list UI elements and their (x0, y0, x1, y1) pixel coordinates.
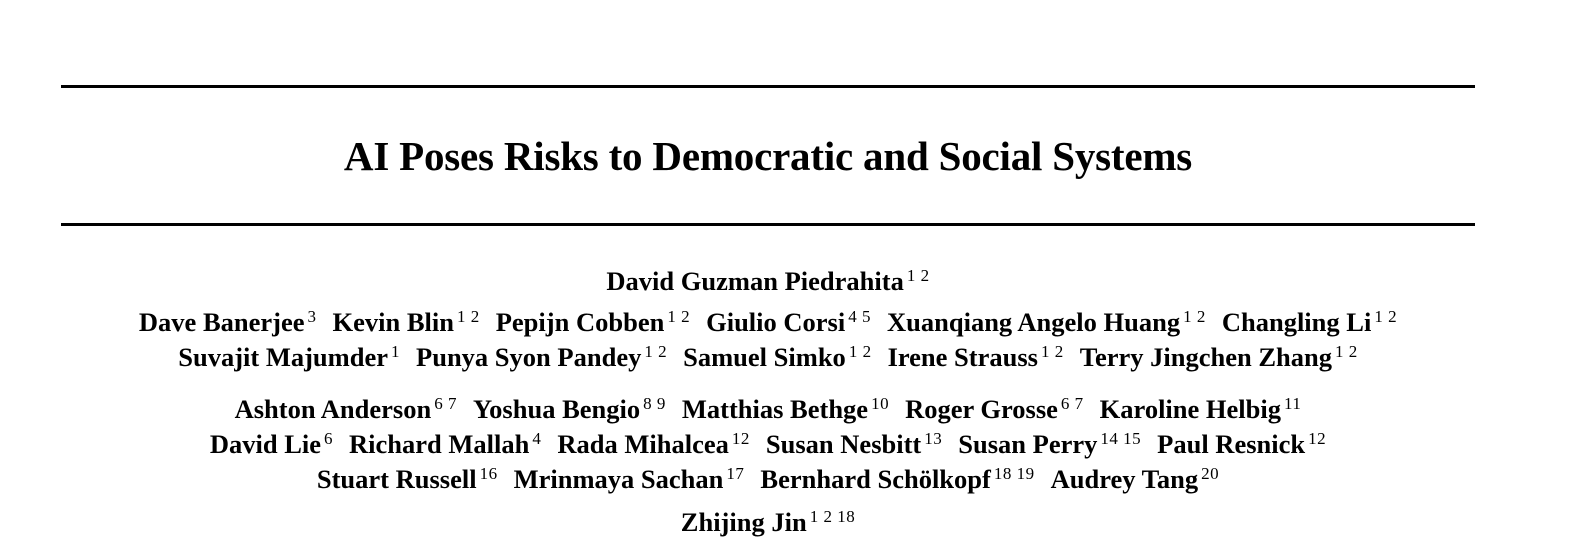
author-affiliation: 1 2 (1040, 342, 1064, 361)
author (332, 300, 479, 339)
author (349, 422, 541, 461)
author-affiliation: 4 (532, 429, 542, 448)
author-affiliation: 6 7 (1060, 394, 1084, 413)
author-name: Samuel Simko (683, 342, 846, 372)
author-name: Richard Mallah (349, 429, 530, 459)
author (1157, 422, 1326, 461)
paper-title: AI Poses Risks to Democratic and Social Systems (343, 133, 1193, 179)
author (1222, 300, 1397, 339)
author (557, 422, 750, 461)
author-name: Ashton Anderson (234, 394, 432, 424)
author-name: Punya Syon Pandey (416, 342, 642, 372)
author-name: Paul Resnick (1157, 429, 1306, 459)
author-name: Dave Banerjee (138, 307, 305, 337)
author-name: Pepijn Cobben (495, 307, 665, 337)
author-affiliation: 14 15 (1100, 429, 1142, 448)
author-name: Giulio Corsi (706, 307, 846, 337)
author (1051, 457, 1220, 496)
author-name: Xuanqiang Angelo Huang (886, 307, 1181, 337)
author (139, 300, 317, 339)
author (210, 422, 333, 461)
author-affiliation: 6 (324, 429, 334, 448)
author-affiliation: 1 2 (848, 342, 872, 361)
author-name: Rada Mihalcea (557, 429, 729, 459)
author-name: David Guzman Piedrahita (606, 266, 904, 296)
author (888, 335, 1064, 374)
author-affiliation: 12 (1308, 429, 1327, 448)
author-line (0, 387, 1536, 426)
author (760, 457, 1034, 496)
author-name: Roger Grosse (905, 394, 1058, 424)
author-affiliation: 13 (924, 429, 943, 448)
author (416, 335, 667, 374)
author-name: Susan Nesbitt (765, 429, 922, 459)
author-name: Changling Li (1221, 307, 1372, 337)
author-affiliation: 1 2 18 (809, 507, 856, 526)
author (1100, 387, 1302, 426)
author-name: Kevin Blin (332, 307, 454, 337)
author-affiliation: 18 19 (993, 464, 1035, 483)
author-affiliation: 8 9 (643, 394, 666, 413)
author-name: Irene Strauss (887, 342, 1038, 372)
author-affiliation: 1 2 (1183, 307, 1206, 326)
author (317, 457, 498, 496)
author-affiliation: 10 (871, 394, 890, 413)
author-line (0, 422, 1536, 461)
author-affiliation: 20 (1201, 464, 1220, 483)
author-line (0, 457, 1536, 496)
author-affiliation: 1 (391, 342, 401, 361)
author-line (0, 259, 1536, 298)
author-name: David Lie (209, 429, 322, 459)
author-name: Stuart Russell (316, 464, 477, 494)
author (606, 259, 929, 298)
author (958, 422, 1141, 461)
author (766, 422, 942, 461)
author-name: Mrinmaya Sachan (513, 464, 724, 494)
author-affiliation: 11 (1284, 394, 1302, 413)
author-affiliation: 17 (726, 464, 745, 483)
author (905, 387, 1084, 426)
author (178, 335, 400, 374)
author-affiliation: 4 5 (848, 307, 871, 326)
author-name: Matthias Bethge (681, 394, 869, 424)
author-affiliation: 1 2 (906, 266, 930, 285)
author (706, 300, 871, 339)
author-affiliation: 12 (731, 429, 750, 448)
author (683, 335, 871, 374)
title-rule-top (61, 85, 1475, 88)
author-affiliation: 1 2 (456, 307, 480, 326)
author-line (0, 335, 1536, 374)
author-name: Susan Perry (958, 429, 1098, 459)
author (887, 300, 1206, 339)
author-affiliation: 3 (307, 307, 317, 326)
author-affiliation: 16 (479, 464, 498, 483)
author-affiliation: 1 2 (1374, 307, 1398, 326)
author-line (0, 300, 1536, 339)
author-line (0, 500, 1536, 539)
author-name: Bernhard Schölkopf (760, 464, 991, 494)
title-rule-bottom (61, 223, 1475, 226)
author-name: Terry Jingchen Zhang (1079, 342, 1333, 372)
author (496, 300, 690, 339)
author-affiliation: 1 2 (667, 307, 691, 326)
author-name: Suvajit Majumder (178, 342, 389, 372)
author (235, 387, 457, 426)
author-affiliation: 1 2 (644, 342, 668, 361)
author (682, 387, 889, 426)
author (514, 457, 745, 496)
author (1080, 335, 1358, 374)
author (473, 387, 666, 426)
author-name: Audrey Tang (1050, 464, 1199, 494)
author-affiliation: 6 7 (434, 394, 457, 413)
author-name: Yoshua Bengio (472, 394, 641, 424)
author-affiliation: 1 2 (1335, 342, 1358, 361)
author-name: Karoline Helbig (1099, 394, 1282, 424)
author-name: Zhijing Jin (680, 507, 807, 537)
author (681, 500, 855, 539)
